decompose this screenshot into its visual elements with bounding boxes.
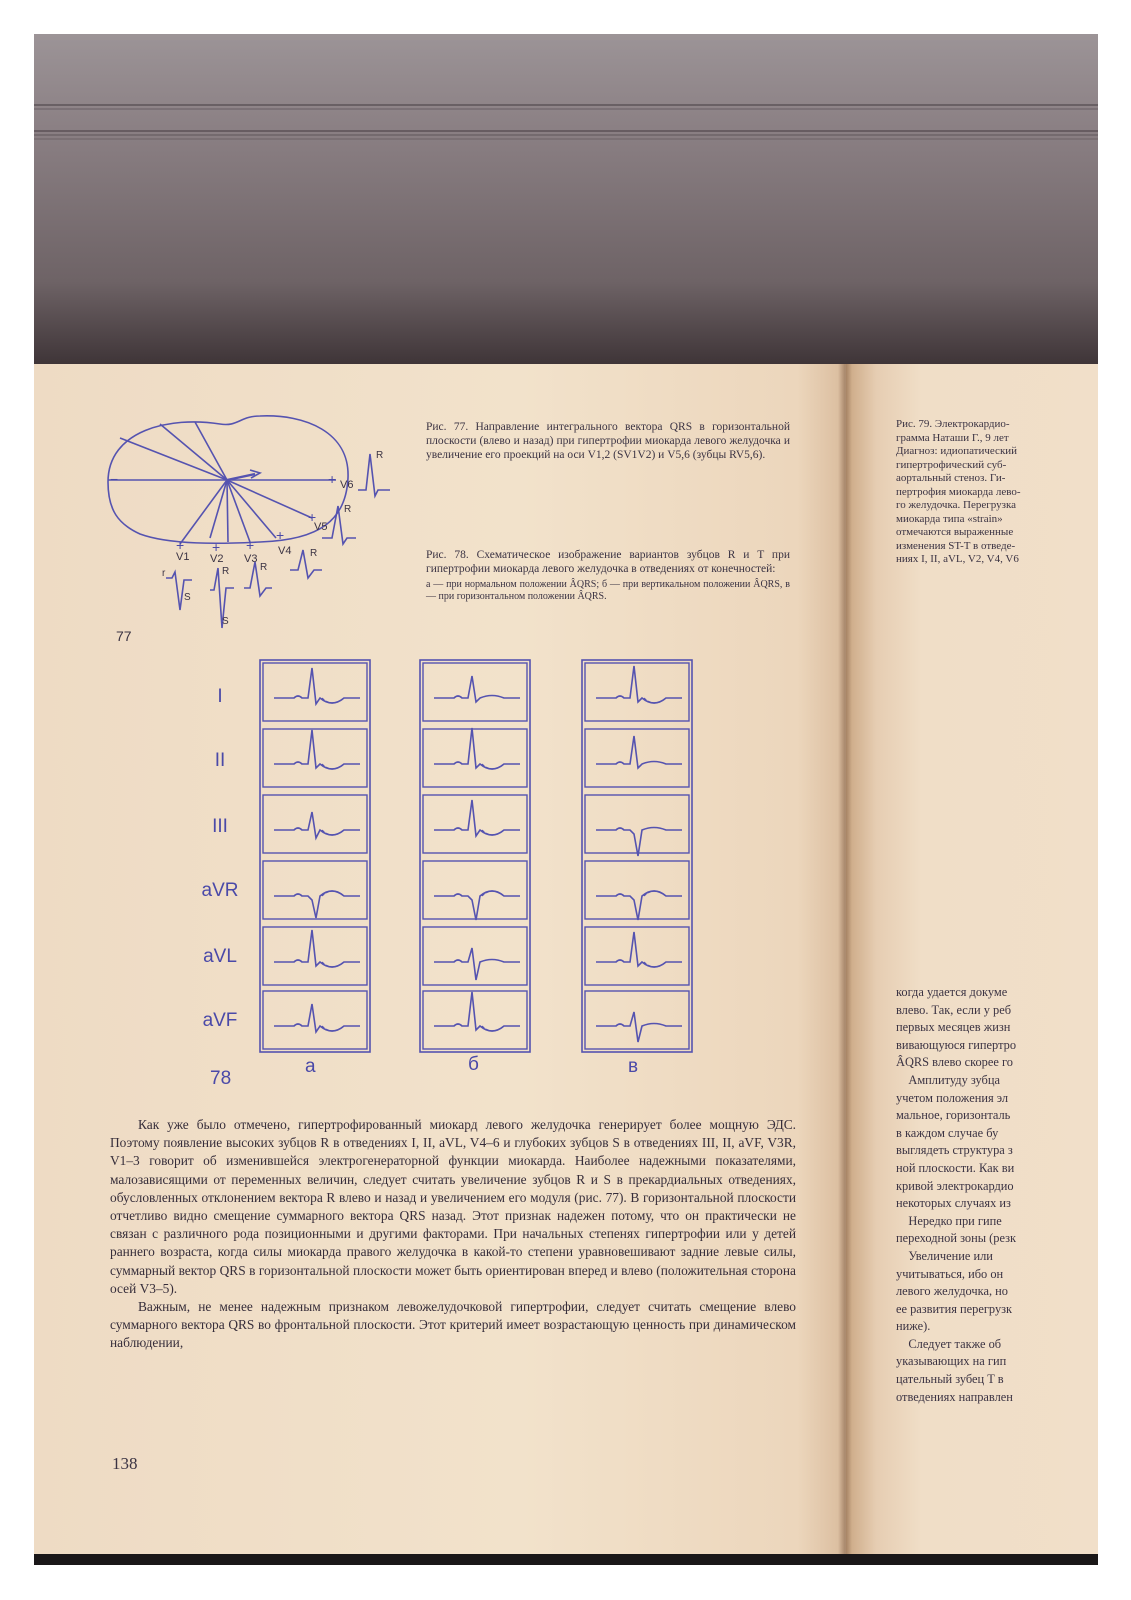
ecg-cell <box>585 795 689 853</box>
ecg-waveform <box>596 891 682 920</box>
right-page-line: мальное, горизонталь <box>896 1108 1011 1123</box>
ecg-waveform <box>434 676 520 702</box>
ecg-waveform <box>274 668 360 704</box>
wave-r-v3: R <box>260 562 268 573</box>
right-page-line: переходной зоны (резк <box>896 1231 1017 1246</box>
lead-label-iii: III <box>212 816 228 837</box>
lead-label-avf: aVF <box>202 1010 238 1031</box>
ecg-waveform <box>434 948 520 980</box>
ecg-waveform <box>274 1004 360 1032</box>
lead-label-v4: V4 <box>278 545 292 557</box>
figure-78-caption-text: Рис. 78. Схематическое изображение вариантов зубцов R и T при гипертрофии миокарда левого желудочка в отведениях от конечностей: <box>426 549 790 575</box>
ecg-cell <box>585 861 689 919</box>
ecg-waveform <box>596 932 682 967</box>
wave-r-small-v1: r <box>162 568 166 579</box>
figure-77-caption-text: Рис. 77. Направление интегрального вектора QRS в горизонтальной плоскости (влево и назад) при гипертрофии миокарда левого желудочка и увеличение его проекций на оси V1,2 (SV1V2) и V5,6 (зубцы RV5,6). <box>426 421 790 461</box>
column-label-a: а <box>305 1056 316 1077</box>
body-text <box>110 1116 796 1353</box>
wave-s-v2: S <box>222 616 229 627</box>
lead-label-v6: V6 <box>340 479 354 491</box>
ecg-cell <box>423 861 527 919</box>
lead-label-v1: V1 <box>176 551 190 563</box>
right-page-line: в каждом случае бу <box>896 1125 999 1140</box>
wave-r-v4: R <box>310 548 318 559</box>
sign-plus-right: + <box>328 471 337 487</box>
ecg-waveform <box>274 891 360 918</box>
ecg-column-frame <box>582 660 692 1052</box>
right-page-line: Следует также об <box>896 1336 1002 1351</box>
figure-77-number: 77 <box>116 628 132 644</box>
right-edge-fade <box>1040 400 1074 1510</box>
right-page-line: первых месяцев жизн <box>896 1020 1011 1035</box>
right-page-line: когда удается докуме <box>896 985 1008 999</box>
right-page-line: ной плоскости. Как ви <box>896 1160 1015 1175</box>
column-label-b: б <box>468 1054 479 1075</box>
figure-78-legend: а — при нормальном положении ÂQRS; б — при вертикальном положении ÂQRS, в — при горизонтальном положении ÂQRS. <box>426 579 790 602</box>
sign-plus-v1: + <box>176 537 185 553</box>
sign-plus-v5: + <box>308 509 317 525</box>
ecg-waveform <box>434 891 520 920</box>
right-page-line: учетом положения эл <box>896 1090 1009 1105</box>
sign-minus-left: − <box>110 471 119 487</box>
lead-label-avl: aVL <box>203 946 237 967</box>
figure-79-caption-line: го желудочка. Перегрузка <box>896 499 1017 511</box>
wave-r-v2: R <box>222 566 230 577</box>
body-paragraph-1: Как уже было отмечено, гипертрофированный миокард левого желудочка генерирует более мощную ЭДС. Поэтому появление высоких зубцов R в отведениях I, II, aVL, V4–6 и глубоких зубцов S в отведениях III, II, aVF, V3R, V1–3 говорит об изменившейся электрогенераторной функции миокарда. Наиболее надежными показателями, малозависящими от переменных величин, следует считать увеличение зубцов R и S в прекардиальных отведениях, обусловленных отклонением вектора R влево и назад и увеличением его модуля (рис. 77). В горизонтальной плоскости отчетливо видно смещение суммарного вектора QRS назад. Этот признак надежен потому, что он практически не связан с различного рода позиционными и другими факторами. При начальных степенях гипертрофии или у детей раннего возраста, когда силы миокарда правого желудочка в какой-то степени уравновешивают задние левые силы, суммарный вектор QRS в горизонтальной плоскости может быть ориентирован вперед и влево (положительная сторона осей V3–5). <box>110 1117 796 1296</box>
lead-label-i: I <box>217 686 223 707</box>
right-page-line: некоторых случаях из <box>896 1196 1011 1211</box>
ecg-cell <box>263 795 367 853</box>
right-page-line: выглядеть структура з <box>896 1143 1013 1158</box>
figure-79-caption-line: аортальный стеноз. Ги- <box>896 472 1006 484</box>
body-paragraph-2: Важным, не менее надежным признаком левожелудочковой гипертрофии, следует считать смещение влево суммарного вектора QRS во фронтальной плоскости. Этот критерий имеет возрастающую ценность при динамическом наблюдении, <box>110 1299 796 1351</box>
figure-79-caption-line: изменения ST-T в отведе- <box>896 539 1016 552</box>
right-page-line: Нередко при гипе <box>896 1213 1002 1228</box>
column-label-v: в <box>628 1056 639 1077</box>
figure-79-caption-line: Рис. 79. Электрокардио- <box>896 418 1010 430</box>
ecg-waveform <box>596 828 682 857</box>
right-page-line: влево. Так, если у реб <box>896 1002 1012 1017</box>
ecg-waveform <box>596 666 682 703</box>
ecg-waveform <box>274 930 360 967</box>
lead-label-v3: V3 <box>244 553 258 565</box>
lead-label-v2: V2 <box>210 553 224 565</box>
ecg-waveform <box>274 730 360 769</box>
right-page-line: отведениях направлен <box>896 1389 1013 1404</box>
right-page-line: ниже). <box>896 1319 931 1334</box>
ecg-waveform <box>274 812 360 838</box>
right-page-line: левого желудочка, но <box>896 1284 1008 1299</box>
sign-plus-v3: + <box>246 537 255 553</box>
right-page-line: ее развития перегрузк <box>896 1301 1013 1316</box>
figure-78-number: 78 <box>210 1068 232 1089</box>
figure-79-caption-line: пертрофия миокарда лево- <box>896 485 1021 498</box>
ecg-waveform <box>596 1012 682 1042</box>
right-page-line: вивающуюся гипертро <box>896 1037 1017 1052</box>
sign-plus-v4: + <box>276 527 285 543</box>
right-page-line: кривой электрокардио <box>896 1178 1014 1193</box>
ecg-column-frame <box>260 660 370 1052</box>
ecg-waveform <box>434 992 520 1031</box>
right-page-line: цательный зубец T в <box>896 1372 1004 1387</box>
lead-label-v5: V5 <box>314 521 328 533</box>
right-page-line: Увеличение или <box>896 1248 993 1263</box>
figure-79-caption-line: грамма Наташи Г., 9 лет <box>896 431 1009 444</box>
right-page-line: ÂQRS влево скорее го <box>896 1055 1013 1070</box>
right-page-line: указывающих на гип <box>896 1354 1007 1369</box>
ecg-waveform <box>434 800 520 836</box>
ecg-waveform <box>434 728 520 769</box>
right-page-line: Амплитуду зубца <box>896 1072 1000 1087</box>
figure-79-caption-line: Диагноз: идиопатический <box>896 445 1018 457</box>
ecg-column-frame <box>420 660 530 1052</box>
figure-79-caption-line: отмечаются выраженные <box>896 526 1014 538</box>
lead-label-ii: II <box>214 750 226 771</box>
figure-79-caption-line: гипертрофический суб- <box>896 458 1007 471</box>
right-page-line: учитываться, ибо он <box>896 1266 1004 1281</box>
figure-79-caption-line: миокарда типа «strain» <box>896 512 1003 525</box>
sign-plus-v2: + <box>212 539 221 555</box>
wave-s-v1: S <box>184 592 191 603</box>
ecg-waveform <box>596 736 682 768</box>
wave-r-v6: R <box>376 450 384 461</box>
figure-79-caption-line: ниях I, II, aVL, V2, V4, V6 <box>896 553 1019 565</box>
page-number: 138 <box>112 1454 138 1473</box>
wave-r-v5: R <box>344 504 352 515</box>
lead-label-avr: aVR <box>201 880 239 901</box>
